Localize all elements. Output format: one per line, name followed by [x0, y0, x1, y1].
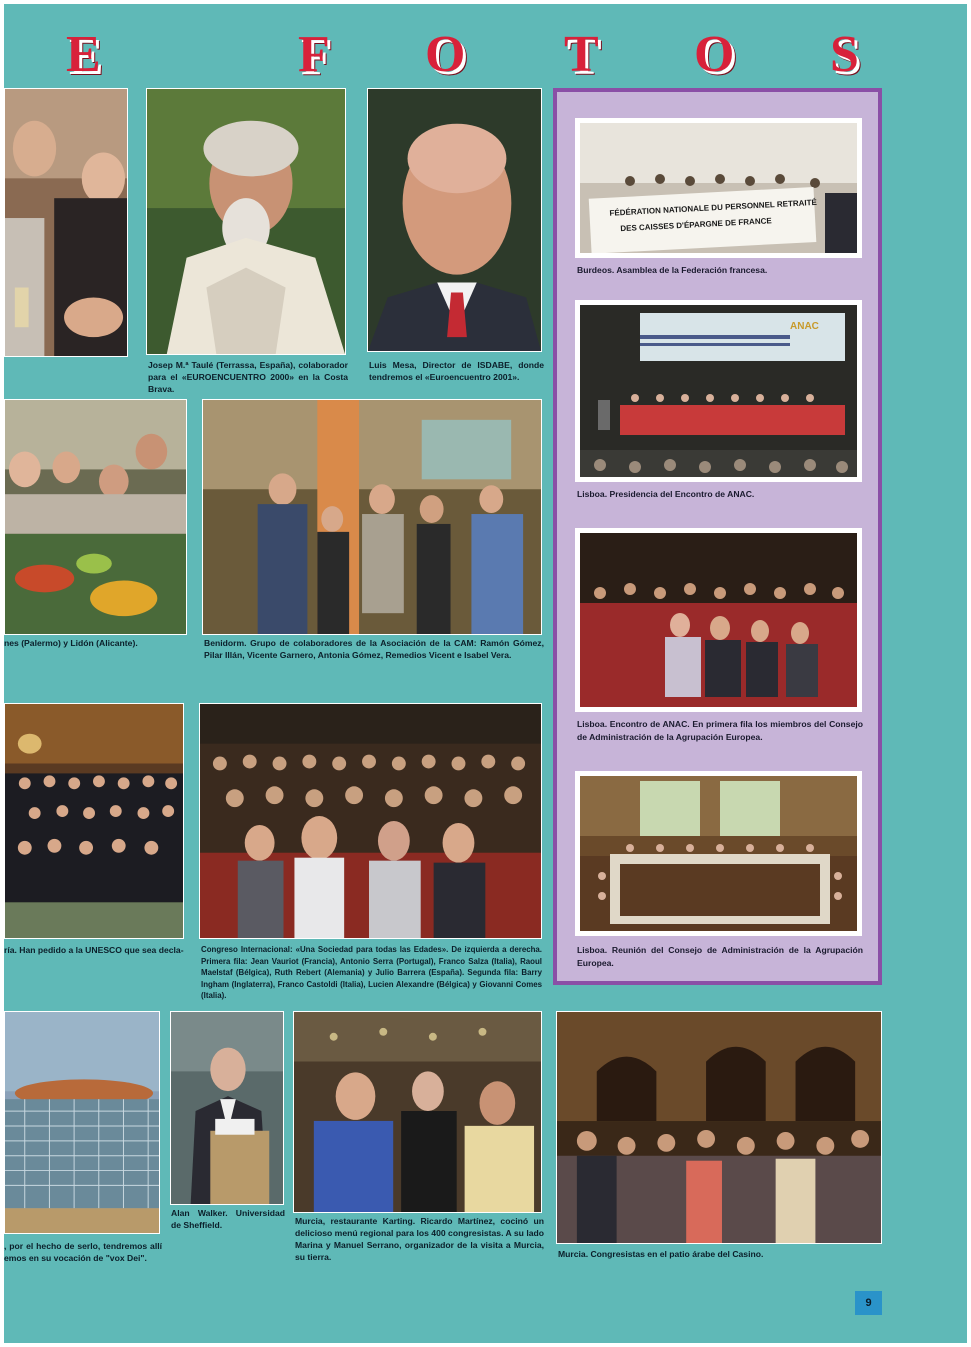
title-letter-t: T: [564, 26, 599, 83]
photo-casino: [556, 1011, 882, 1244]
sidebar-frame-lisboa-presidencia: [575, 300, 862, 482]
sidebar-frame-lisboa-encontro: [575, 528, 862, 712]
title-letter-s: S: [830, 26, 859, 83]
photo-congreso: [199, 703, 542, 939]
title-letter-e: E: [66, 26, 101, 83]
photo-choir: [4, 703, 184, 939]
photo-josep-taule: [146, 88, 346, 355]
sidebar-caption-burdeos: Burdeos. Asamblea de la Federación francesa.: [577, 265, 768, 275]
photo-palermo-group: [4, 399, 187, 635]
caption-benidorm: Benidorm. Grupo de colaboradores de la Asociación de la CAM: Ramón Gómez, Pilar Illán, Vicente Garnero, Antonia Gómez, Remedios Vicent e Isabel Vera.: [204, 638, 544, 660]
photo-toast-group: [4, 88, 128, 357]
caption-karting: Murcia, restaurante Karting. Ricardo Martínez, cocinó un delicioso menú regional para los 400 congresistas. A su lado Marina y Manuel Serrano, organizador de la visita a Murcia, su tierra.: [295, 1216, 544, 1262]
title-letter-o2: O: [694, 26, 735, 83]
page-number: 9: [855, 1291, 882, 1315]
banner-anac: ANAC: [790, 321, 819, 332]
photo-lisboa-encontro: [580, 533, 857, 707]
photo-luis-mesa: [367, 88, 542, 352]
photo-alan-walker: [170, 1011, 284, 1205]
magazine-page: [4, 4, 967, 1343]
caption-taule: Josep M.ª Taulé (Terrassa, España), colaborador para el «EUROENCUENTRO 2000» en la Costa Brava.: [148, 360, 348, 394]
photo-karting: [293, 1011, 542, 1213]
banner-line-2: DES CAISSES D'ÉPARGNE DE FRANCE: [620, 216, 772, 234]
sidebar-frame-lisboa-reunion: [575, 771, 862, 936]
photo-parliament: [4, 1011, 160, 1234]
photo-lisboa-presidencia: [580, 305, 857, 477]
photo-burdeos: [580, 123, 857, 253]
caption-voxdei: , por el hecho de serlo, tendremos allí emos en su vocación de "vox Dei".: [4, 1241, 162, 1263]
photo-benidorm: [202, 399, 542, 635]
caption-mesa: Luis Mesa, Director de ISDABE, donde tendremos el «Euroencuentro 2001».: [369, 360, 544, 382]
caption-walker: Alan Walker. Universidad de Sheffield.: [171, 1208, 285, 1230]
sidebar-frame-burdeos: [575, 118, 862, 258]
banner-line-1: FÉDÉRATION NATIONALE DU PERSONNEL RETRAITÉ: [609, 197, 818, 218]
sidebar-panel: [553, 88, 882, 985]
caption-palermo: nes (Palermo) y Lidón (Alicante).: [4, 638, 138, 648]
title-letter-o1: O: [425, 26, 466, 83]
title-letter-f: F: [298, 26, 330, 83]
caption-congreso: Congreso Internacional: «Una Sociedad para todas las Edades». De izquierda a derecha. Primera fila: Jean Vauriot (Francia), Antonio Serra (Portugal), Franco Salza (Italia), Raoul Maelstaf (Bélgica), Ruth Rebert (Alemania) y Julio Barrera (España). Segunda fila: Barry Ingham (Inglaterra), Franco Castoldi (Italia), Lucien Alexandre (Bélgica) y Giovanni Comes (Italia).: [201, 945, 542, 1000]
caption-unesco: ría. Han pedido a la UNESCO que sea decla-: [4, 945, 184, 955]
sidebar-caption-lisboa-presidencia: Lisboa. Presidencia del Encontro de ANAC.: [577, 489, 755, 499]
sidebar-caption-lisboa-encontro: Lisboa. Encontro de ANAC. En primera fila los miembros del Consejo de Administración de la Agrupación Europea.: [577, 719, 863, 742]
photo-lisboa-reunion: [580, 776, 857, 931]
caption-casino: Murcia. Congresistas en el patio árabe del Casino.: [558, 1249, 764, 1259]
sidebar-caption-lisboa-reunion: Lisboa. Reunión del Consejo de Administración de la Agrupación Europea.: [577, 945, 863, 968]
